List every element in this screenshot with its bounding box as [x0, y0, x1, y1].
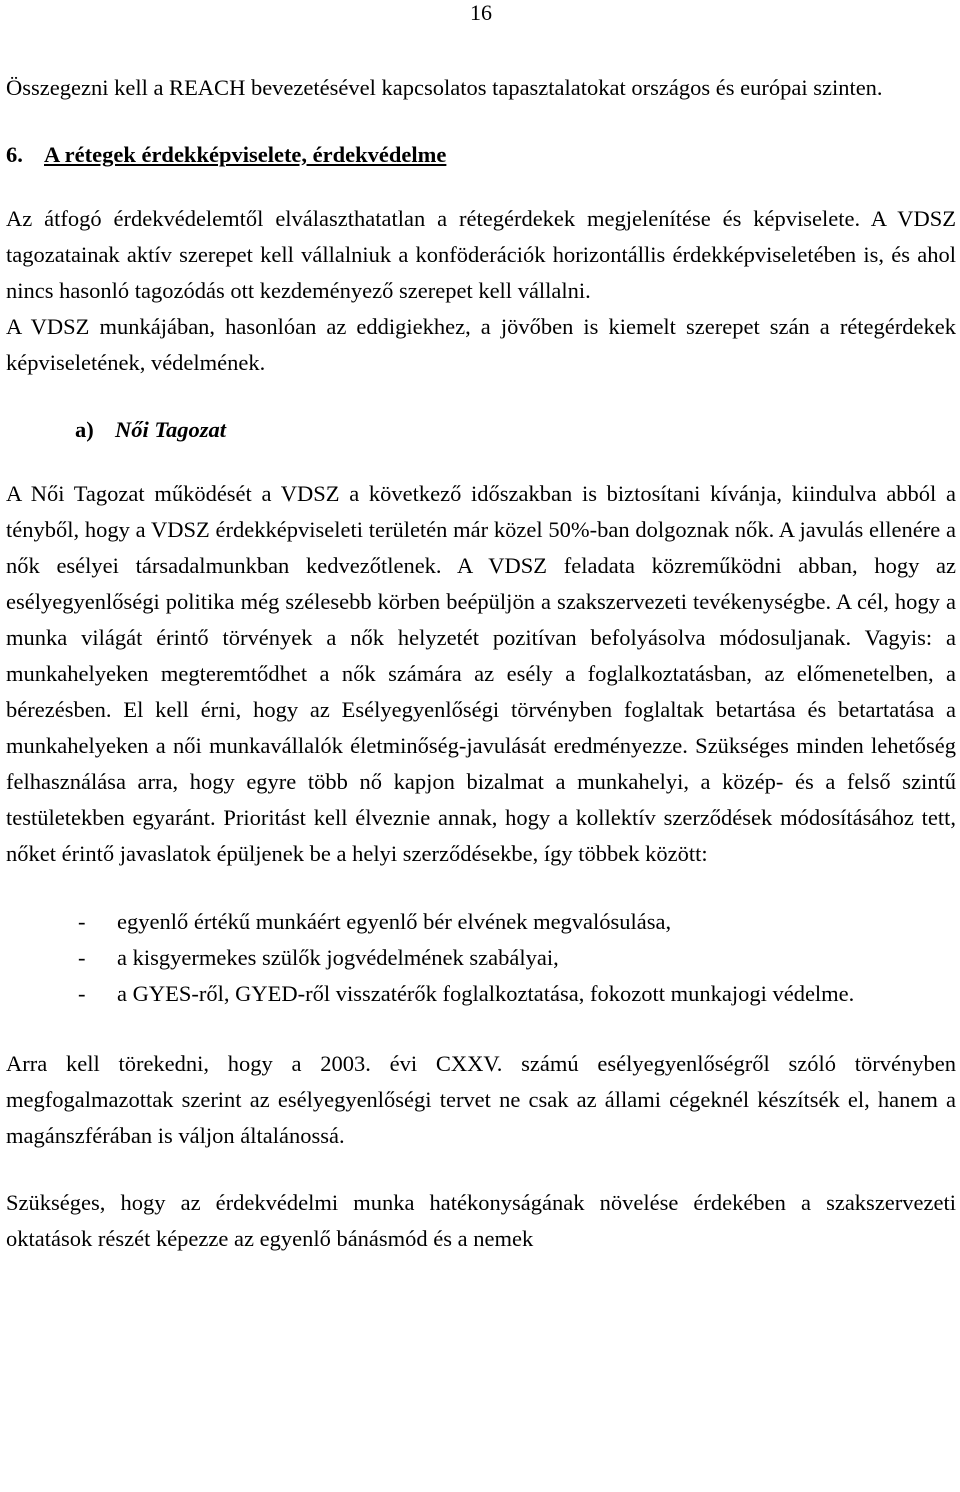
paragraph-womens-section: A Női Tagozat működését a VDSZ a következő időszakban is biztosítani kívánja, kiindulva abból a tényből, hogy a VDSZ érdekképviseleti területén már közel 50%-ban dolgoznak nők. A javulás ellenére a nők esélyei társadalmunkban kedvezőtlenek. A VDSZ feladata közreműködni abban, hogy az esélyegyenlőségi politika még szélesebb körben beépüljön a szakszervezeti tevékenységbe. A cél, hogy a munka világát érintő törvények a nők helyzetét pozitívan befolyásolva módosuljanak. Vagyis: a munkahelyeken megteremtődhet a nők számára az esély a foglalkoztatásban, az előmenetelben, a bérezésben. El kell érni, hogy az Esélyegyenlőségi törvényben foglaltak betartása és betartatása a munkahelyeken a női munkavállalók életminőség-javulását eredményezze. Szükséges minden lehetőség felhasználása arra, hogy egyre több nő kapjon bizalmat a munkahelyi, a közép- és a felső szintű testületekben egyaránt. Prioritást kell élveznie annak, hogy a kollektív szerződések módosításához tett, nőket érintő javaslatok épüljenek be a helyi szerződésekbe, így többek között: [6, 481, 956, 866]
list-dash: - [78, 909, 86, 934]
section-title: A rétegek érdekképviselete, érdekvédelme [44, 142, 447, 167]
subsection-heading [6, 412, 956, 448]
list-item [6, 940, 956, 976]
section-heading [6, 137, 956, 173]
list-item-text: egyenlő értékű munkáért egyenlő bér elvének megvalósulása, [117, 909, 672, 934]
paragraph-training: Szükséges, hogy az érdekvédelmi munka hatékonyságának növelése érdekében a szakszervezeti oktatások részét képezze az egyenlő bánásmód és a nemek [6, 1190, 956, 1251]
subsection-letter: a) [75, 417, 94, 442]
list-item-text: a kisgyermekes szülők jogvédelmének szabályai, [117, 945, 559, 970]
list-item [6, 904, 956, 940]
intro-paragraph: Összegezni kell a REACH bevezetésével kapcsolatos tapasztalatokat országos és európai szinten. [6, 75, 883, 100]
list-dash: - [78, 945, 86, 970]
list-item-text: a GYES-ről, GYED-ről visszatérők foglalkoztatása, fokozott munkajogi védelme. [117, 981, 855, 1006]
list-dash: - [78, 981, 86, 1006]
page-number: 16 [470, 0, 492, 25]
section-number: 6. [6, 142, 23, 167]
list-item [6, 976, 956, 1012]
paragraph-representation: Az átfogó érdekvédelemtől elválaszthatatlan a rétegérdekek megjelenítése és képviselete. A VDSZ tagozatainak aktív szerepet kell vállalniuk a konföderációk horizontállis érdekképviseletében is, és ahol nincs hasonló tagozódás ott kezdeményező szerepet kell vállalni. [6, 206, 956, 303]
paragraph-equal-opportunity-law: Arra kell törekedni, hogy a 2003. évi CXXV. számú esélyegyenlőségről szóló törvényben megfogalmazottak szerint az esélyegyenlőségi tervet ne csak az állami cégeknél készítsék el, hanem a magánszférában is váljon általánossá. [6, 1051, 956, 1148]
subsection-title: Női Tagozat [115, 417, 227, 442]
document-body [6, 70, 956, 1257]
paragraph-vdsz-work: A VDSZ munkájában, hasonlóan az eddigiekhez, a jövőben is kiemelt szerepet szán a rétegérdekek képviseletének, védelmének. [6, 314, 956, 375]
dash-list [6, 904, 956, 1012]
